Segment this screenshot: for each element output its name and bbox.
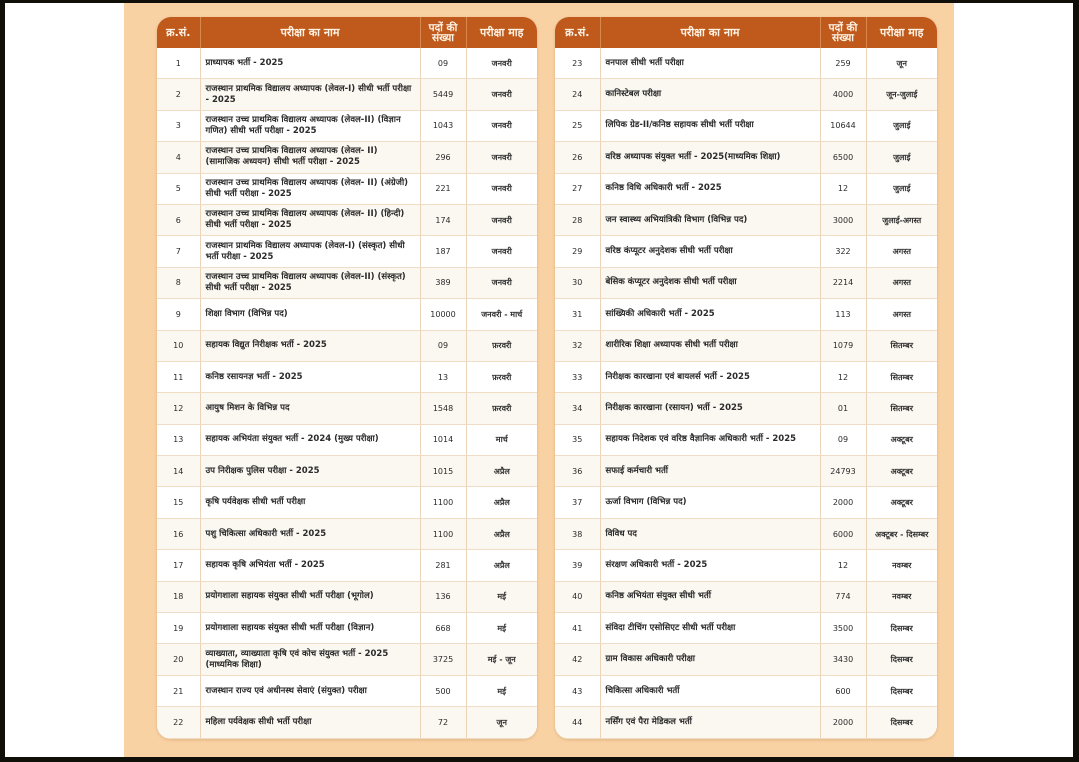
serial-cell: 6 (157, 204, 200, 235)
serial-cell: 7 (157, 236, 200, 267)
posts-count-cell: 668 (420, 613, 466, 644)
table-row (157, 330, 537, 361)
exam-month-cell: अप्रैल (466, 550, 537, 581)
posts-count-cell: 1043 (420, 110, 466, 141)
exam-month-cell: फ़रवरी (466, 361, 537, 392)
serial-cell: 2 (157, 79, 200, 110)
exam-month-cell: सितम्बर (866, 393, 937, 424)
posts-count-cell: 13 (420, 361, 466, 392)
posts-count-cell: 259 (820, 48, 866, 79)
serial-cell: 3 (157, 110, 200, 141)
serial-cell: 24 (555, 79, 600, 110)
table-row (157, 456, 537, 487)
posts-count-cell: 2214 (820, 267, 866, 298)
col-posts-header (820, 17, 866, 48)
table-row (157, 581, 537, 612)
serial-cell: 22 (157, 707, 200, 738)
serial-cell: 13 (157, 424, 200, 455)
exam-name-cell: निरीक्षक कारखाना एवं बायलर्स भर्ती - 2025 (600, 361, 820, 392)
exam-name-cell: ऊर्जा विभाग (विभिन्न पद) (600, 487, 820, 518)
exam-month-cell: जुलाई-अगस्त (866, 204, 937, 235)
posts-count-cell: 1015 (420, 456, 466, 487)
posts-count-cell: 12 (820, 361, 866, 392)
table-row (555, 581, 937, 612)
posts-count-cell: 10000 (420, 299, 466, 330)
serial-cell: 34 (555, 393, 600, 424)
exam-name-cell: जन स्वास्थ्य अभियांत्रिकी विभाग (विभिन्न पद) (600, 204, 820, 235)
serial-cell: 20 (157, 644, 200, 675)
table-row (157, 299, 537, 330)
serial-cell: 9 (157, 299, 200, 330)
exam-name-cell: संरक्षण अधिकारी भर्ती - 2025 (600, 550, 820, 581)
table-header-row (555, 17, 937, 48)
posts-count-cell: 5449 (420, 79, 466, 110)
table-row (555, 299, 937, 330)
table-row (555, 361, 937, 392)
posts-count-cell: 3430 (820, 644, 866, 675)
exam-month-cell: जनवरी (466, 173, 537, 204)
exam-name-cell: कानिस्टेबल परीक्षा (600, 79, 820, 110)
table-row (555, 48, 937, 79)
posts-header-line2: संख्या (831, 31, 855, 44)
posts-count-cell: 1079 (820, 330, 866, 361)
serial-cell: 19 (157, 613, 200, 644)
exam-name-cell: सांख्यिकी अधिकारी भर्ती - 2025 (600, 299, 820, 330)
serial-cell: 32 (555, 330, 600, 361)
exam-name-cell: सहायक निदेशक एवं वरिष्ठ वैज्ञानिक अधिकारी भर्ती - 2025 (600, 424, 820, 455)
page (5, 3, 1073, 757)
table-row (157, 613, 537, 644)
posts-count-cell: 600 (820, 675, 866, 706)
col-posts-header (420, 17, 466, 48)
exam-name-cell: कनिष्ठ रसायनज्ञ भर्ती - 2025 (200, 361, 420, 392)
exam-month-cell: अगस्त (866, 236, 937, 267)
table-row (555, 236, 937, 267)
posts-count-cell: 113 (820, 299, 866, 330)
serial-cell: 36 (555, 456, 600, 487)
exam-month-cell: अक्टूबर (866, 456, 937, 487)
table-row (157, 204, 537, 235)
posts-count-cell: 12 (820, 173, 866, 204)
col-serial-header: क्र.सं. (555, 17, 600, 48)
serial-cell: 15 (157, 487, 200, 518)
table-row (157, 393, 537, 424)
table-row (157, 142, 537, 173)
serial-cell: 8 (157, 267, 200, 298)
exam-month-cell: सितम्बर (866, 330, 937, 361)
table-row (555, 456, 937, 487)
serial-cell: 40 (555, 581, 600, 612)
exam-month-cell: फ़रवरी (466, 393, 537, 424)
table-row (555, 393, 937, 424)
posts-count-cell: 389 (420, 267, 466, 298)
table-row (555, 487, 937, 518)
serial-cell: 37 (555, 487, 600, 518)
posts-count-cell: 4000 (820, 79, 866, 110)
table-row (157, 110, 537, 141)
col-serial-header: क्र.सं. (157, 17, 200, 48)
table-row (157, 173, 537, 204)
exam-name-cell: राजस्थान उच्च प्राथमिक विद्यालय अध्यापक (लेवल-II) (संस्कृत) सीधी भर्ती परीक्षा - 2025 (200, 267, 420, 298)
serial-cell: 14 (157, 456, 200, 487)
table-row (157, 707, 537, 738)
serial-cell: 21 (157, 675, 200, 706)
serial-cell: 33 (555, 361, 600, 392)
col-month-header: परीक्षा माह (866, 17, 937, 48)
serial-cell: 26 (555, 142, 600, 173)
serial-cell: 18 (157, 581, 200, 612)
exam-name-cell: प्रयोगशाला सहायक संयुक्त सीधी भर्ती परीक्षा (भूगोल) (200, 581, 420, 612)
table-row (555, 613, 937, 644)
table-row (157, 675, 537, 706)
exam-month-cell: अप्रैल (466, 487, 537, 518)
exam-table-right (555, 17, 937, 739)
exam-name-cell: निरीक्षक कारखाना (रसायन) भर्ती - 2025 (600, 393, 820, 424)
serial-cell: 35 (555, 424, 600, 455)
exam-month-cell: अगस्त (866, 267, 937, 298)
exam-month-cell: मार्च (466, 424, 537, 455)
exam-name-cell: शिक्षा विभाग (विभिन्न पद) (200, 299, 420, 330)
exam-name-cell: प्राध्यापक भर्ती - 2025 (200, 48, 420, 79)
serial-cell: 4 (157, 142, 200, 173)
table-row (157, 644, 537, 675)
posts-count-cell: 01 (820, 393, 866, 424)
exam-month-cell: जुलाई (866, 110, 937, 141)
posts-count-cell: 174 (420, 204, 466, 235)
posts-count-cell: 1100 (420, 518, 466, 549)
exam-month-cell: अक्टूबर (866, 424, 937, 455)
serial-cell: 42 (555, 644, 600, 675)
posts-count-cell: 72 (420, 707, 466, 738)
table-row (555, 267, 937, 298)
col-exam-name-header: परीक्षा का नाम (600, 17, 820, 48)
exam-month-cell: मई (466, 581, 537, 612)
posts-count-cell: 09 (420, 48, 466, 79)
exam-name-cell: महिला पर्यवेक्षक सीधी भर्ती परीक्षा (200, 707, 420, 738)
exam-name-cell: बेसिक कंप्यूटर अनुदेशक सीधी भर्ती परीक्षा (600, 267, 820, 298)
serial-cell: 41 (555, 613, 600, 644)
exam-month-cell: अगस्त (866, 299, 937, 330)
serial-cell: 23 (555, 48, 600, 79)
exam-name-cell: चिकित्सा अधिकारी भर्ती (600, 675, 820, 706)
exam-table-left (157, 17, 537, 739)
serial-cell: 5 (157, 173, 200, 204)
exam-month-cell: जुलाई (866, 142, 937, 173)
posts-count-cell: 24793 (820, 456, 866, 487)
exam-name-cell: राजस्थान प्राथमिक विद्यालय अध्यापक (लेवल-I) (संस्कृत) सीधी भर्ती परीक्षा - 2025 (200, 236, 420, 267)
exam-month-cell: नवम्बर (866, 550, 937, 581)
exam-name-cell: राजस्थान उच्च प्राथमिक विद्यालय अध्यापक (लेवल-II) (विज्ञान गणित) सीधी भर्ती परीक्षा - 2025 (200, 110, 420, 141)
posts-count-cell: 3725 (420, 644, 466, 675)
exam-month-cell: जून (466, 707, 537, 738)
table-header-row (157, 17, 537, 48)
exam-month-cell: जनवरी (466, 267, 537, 298)
exam-month-cell: फ़रवरी (466, 330, 537, 361)
exam-name-cell: वरिष्ठ अध्यापक संयुक्त भर्ती - 2025(माध्यमिक शिक्षा) (600, 142, 820, 173)
exam-name-cell: राजस्थान प्राथमिक विद्यालय अध्यापक (लेवल-I) सीधी भर्ती परीक्षा - 2025 (200, 79, 420, 110)
serial-cell: 44 (555, 707, 600, 738)
serial-cell: 12 (157, 393, 200, 424)
exam-month-cell: अक्टूबर - दिसम्बर (866, 518, 937, 549)
table-row (157, 518, 537, 549)
exam-month-cell: जनवरी (466, 110, 537, 141)
exam-month-cell: मई (466, 675, 537, 706)
table-row (555, 707, 937, 738)
exam-name-cell: राजस्थान उच्च प्राथमिक विद्यालय अध्यापक (लेवल- II) (अंग्रेजी) सीधी भर्ती परीक्षा - 2025 (200, 173, 420, 204)
serial-cell: 16 (157, 518, 200, 549)
exam-name-cell: पशु चिकित्सा अधिकारी भर्ती - 2025 (200, 518, 420, 549)
table-row (157, 424, 537, 455)
table-row (157, 267, 537, 298)
exam-month-cell: मई - जून (466, 644, 537, 675)
serial-cell: 29 (555, 236, 600, 267)
exam-name-cell: लिपिक ग्रेड-II/कनिष्ठ सहायक सीधी भर्ती परीक्षा (600, 110, 820, 141)
exam-name-cell: सहायक अभियंता संयुक्त भर्ती - 2024 (मुख्य परीक्षा) (200, 424, 420, 455)
posts-count-cell: 322 (820, 236, 866, 267)
table-row (157, 236, 537, 267)
col-exam-name-header: परीक्षा का नाम (200, 17, 420, 48)
serial-cell: 27 (555, 173, 600, 204)
exam-name-cell: कनिष्ठ अभियंता संयुक्त सीधी भर्ती (600, 581, 820, 612)
exam-name-cell: नर्सिंग एवं पैरा मेडिकल भर्ती (600, 707, 820, 738)
exam-name-cell: व्याख्याता, व्याख्याता कृषि एवं कोच संयुक्त भर्ती - 2025 (माध्यमिक शिक्षा) (200, 644, 420, 675)
posts-count-cell: 10644 (820, 110, 866, 141)
exam-name-cell: प्रयोगशाला सहायक संयुक्त सीधी भर्ती परीक्षा (विज्ञान) (200, 613, 420, 644)
exam-month-cell: सितम्बर (866, 361, 937, 392)
table-row (555, 204, 937, 235)
exam-month-cell: मई (466, 613, 537, 644)
serial-cell: 1 (157, 48, 200, 79)
exam-name-cell: शारीरिक शिक्षा अध्यापक सीधी भर्ती परीक्षा (600, 330, 820, 361)
exam-month-cell: जनवरी (466, 48, 537, 79)
exam-month-cell: जनवरी (466, 79, 537, 110)
posts-count-cell: 281 (420, 550, 466, 581)
table-row (555, 675, 937, 706)
table-row (555, 110, 937, 141)
serial-cell: 38 (555, 518, 600, 549)
posts-count-cell: 09 (820, 424, 866, 455)
exam-month-cell: दिसम्बर (866, 644, 937, 675)
posts-count-cell: 6000 (820, 518, 866, 549)
table-row (157, 361, 537, 392)
posts-count-cell: 221 (420, 173, 466, 204)
posts-count-cell: 296 (420, 142, 466, 173)
exam-month-cell: दिसम्बर (866, 675, 937, 706)
exam-month-cell: जनवरी (466, 204, 537, 235)
serial-cell: 30 (555, 267, 600, 298)
posts-count-cell: 09 (420, 330, 466, 361)
exam-month-cell: दिसम्बर (866, 613, 937, 644)
posts-count-cell: 3000 (820, 204, 866, 235)
exam-name-cell: राजस्थान उच्च प्राथमिक विद्यालय अध्यापक (लेवल- II) (हिन्दी) सीधी भर्ती परीक्षा - 2025 (200, 204, 420, 235)
exam-month-cell: जून (866, 48, 937, 79)
exam-name-cell: कनिष्ठ विधि अधिकारी भर्ती - 2025 (600, 173, 820, 204)
exam-name-cell: सहायक कृषि अभियंता भर्ती - 2025 (200, 550, 420, 581)
table-row (157, 550, 537, 581)
table-row (555, 330, 937, 361)
posts-count-cell: 2000 (820, 487, 866, 518)
posts-count-cell: 774 (820, 581, 866, 612)
posts-header-line2: संख्या (431, 31, 455, 44)
table-row (555, 424, 937, 455)
posts-count-cell: 187 (420, 236, 466, 267)
table-row (157, 487, 537, 518)
exam-month-cell: दिसम्बर (866, 707, 937, 738)
table-row (555, 550, 937, 581)
exam-name-cell: ग्राम विकास अधिकारी परीक्षा (600, 644, 820, 675)
posts-count-cell: 136 (420, 581, 466, 612)
serial-cell: 28 (555, 204, 600, 235)
table-row (555, 142, 937, 173)
exam-name-cell: वरिष्ठ कंप्यूटर अनुदेशक सीधी भर्ती परीक्षा (600, 236, 820, 267)
posts-count-cell: 12 (820, 550, 866, 581)
exam-month-cell: अक्टूबर (866, 487, 937, 518)
table-row (555, 518, 937, 549)
posts-count-cell: 1100 (420, 487, 466, 518)
table-row (555, 173, 937, 204)
exam-month-cell: जुलाई (866, 173, 937, 204)
exam-month-cell: जून-जुलाई (866, 79, 937, 110)
serial-cell: 31 (555, 299, 600, 330)
exam-month-cell: जनवरी - मार्च (466, 299, 537, 330)
serial-cell: 39 (555, 550, 600, 581)
exam-calendar-banner (124, 3, 954, 757)
posts-count-cell: 3500 (820, 613, 866, 644)
posts-header-line1: पदों की (428, 21, 458, 34)
posts-count-cell: 1548 (420, 393, 466, 424)
exam-month-cell: अप्रैल (466, 456, 537, 487)
exam-name-cell: आयुष मिशन के विभिन्न पद (200, 393, 420, 424)
exam-name-cell: संविदा टीचिंग एसोसिएट सीधी भर्ती परीक्षा (600, 613, 820, 644)
exam-month-cell: जनवरी (466, 142, 537, 173)
exam-name-cell: सहायक विद्युत निरीक्षक भर्ती - 2025 (200, 330, 420, 361)
table-row (157, 79, 537, 110)
exam-name-cell: विविध पद (600, 518, 820, 549)
posts-count-cell: 500 (420, 675, 466, 706)
col-month-header: परीक्षा माह (466, 17, 537, 48)
serial-cell: 11 (157, 361, 200, 392)
exam-name-cell: कृषि पर्यवेक्षक सीधी भर्ती परीक्षा (200, 487, 420, 518)
exam-month-cell: अप्रैल (466, 518, 537, 549)
serial-cell: 43 (555, 675, 600, 706)
exam-name-cell: वनपाल सीधी भर्ती परीक्षा (600, 48, 820, 79)
serial-cell: 10 (157, 330, 200, 361)
serial-cell: 17 (157, 550, 200, 581)
table-row (157, 48, 537, 79)
exam-name-cell: सफाई कर्मचारी भर्ती (600, 456, 820, 487)
serial-cell: 25 (555, 110, 600, 141)
posts-count-cell: 2000 (820, 707, 866, 738)
table-row (555, 79, 937, 110)
exam-month-cell: जनवरी (466, 236, 537, 267)
exam-name-cell: राजस्थान राज्य एवं अधीनस्थ सेवाएं (संयुक्त) परीक्षा (200, 675, 420, 706)
exam-month-cell: नवम्बर (866, 581, 937, 612)
posts-count-cell: 1014 (420, 424, 466, 455)
exam-name-cell: राजस्थान उच्च प्राथमिक विद्यालय अध्यापक (लेवल- II) (सामाजिक अध्ययन) सीधी भर्ती परीक्षा - 2025 (200, 142, 420, 173)
posts-count-cell: 6500 (820, 142, 866, 173)
exam-name-cell: उप निरीक्षक पुलिस परीक्षा - 2025 (200, 456, 420, 487)
table-row (555, 644, 937, 675)
posts-header-line1: पदों की (828, 21, 858, 34)
